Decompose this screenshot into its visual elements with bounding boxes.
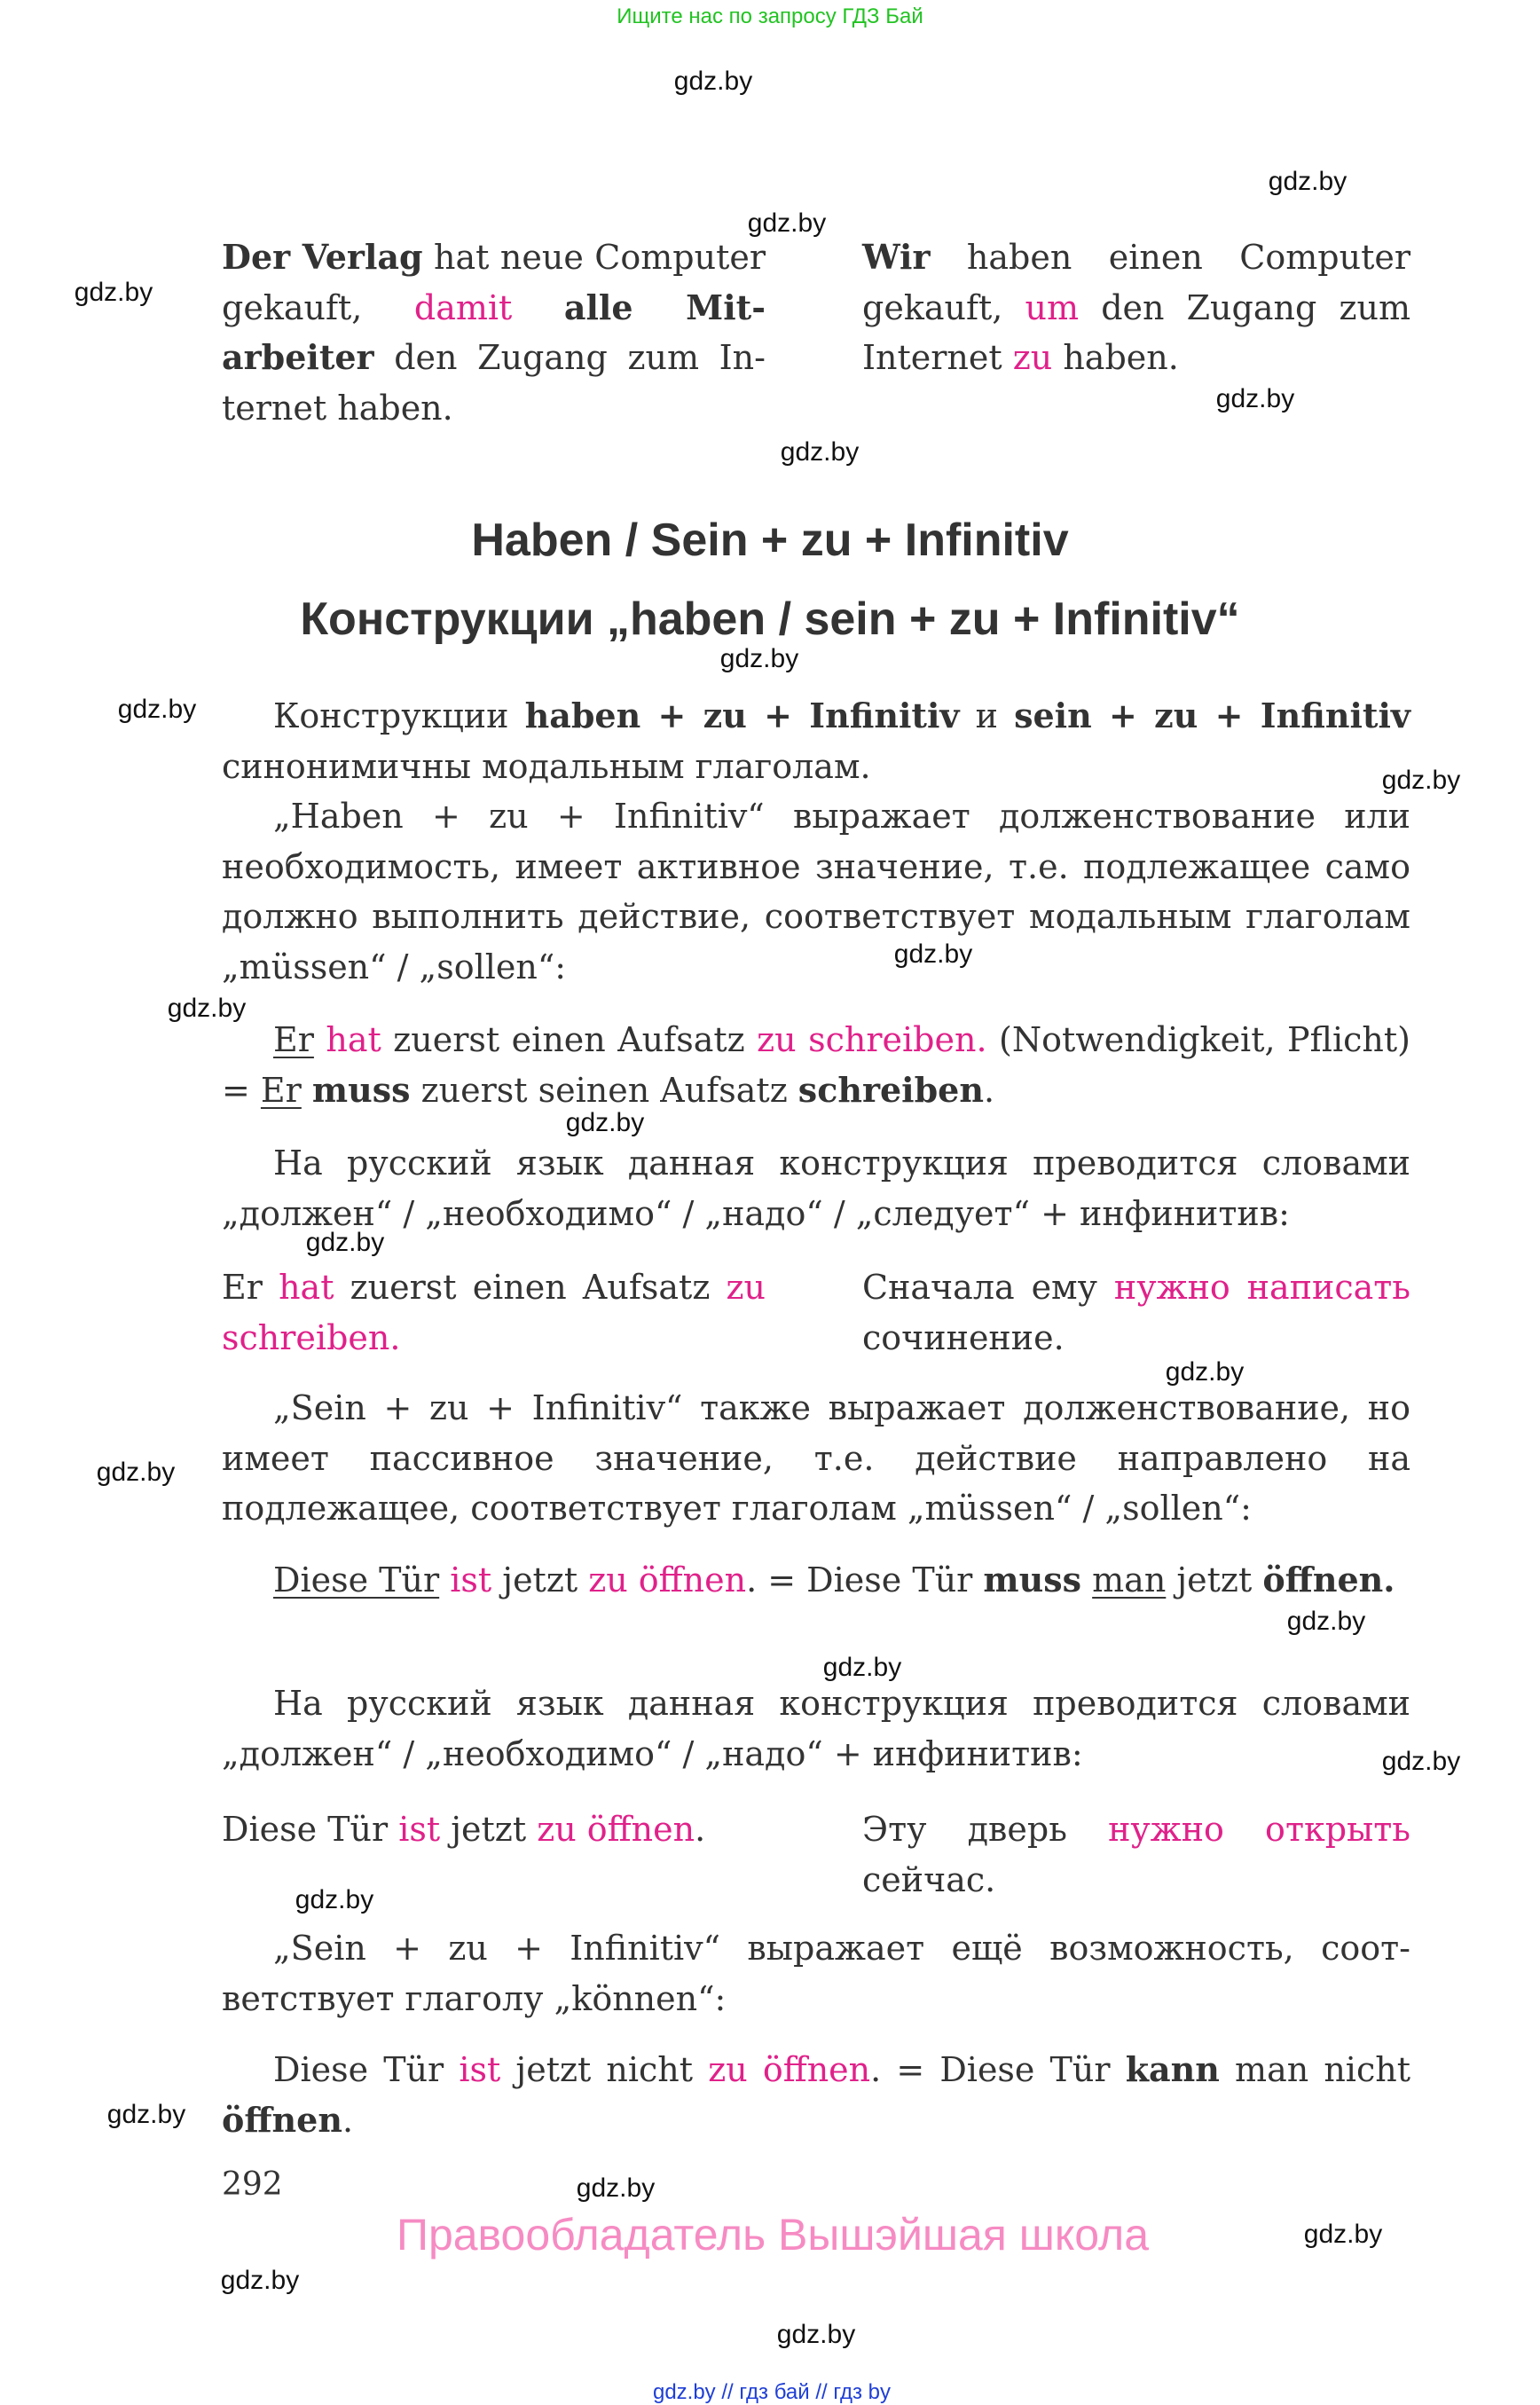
highlighted-term: нужно открыть xyxy=(1108,1810,1410,1849)
example-russian-sein xyxy=(862,1804,1410,1905)
underlined-subject: man xyxy=(1092,1560,1167,1599)
text-run: den Zugang zum Internet haben. xyxy=(222,338,766,428)
example-german-sein xyxy=(222,1804,766,1855)
highlighted-term: damit xyxy=(413,287,513,327)
text-run: den Zugang zum Internet xyxy=(862,287,1410,377)
underlined-subject: Diese Tür xyxy=(273,1560,440,1599)
watermark: gdz.by xyxy=(1381,766,1461,795)
highlighted-term: нужно написать xyxy=(1113,1268,1410,1307)
highlighted-term: ist xyxy=(398,1810,441,1849)
text-run: haben einen Computer gekauft, xyxy=(862,238,1410,327)
text-run: jetzt xyxy=(1166,1560,1263,1599)
watermark: gdz.by xyxy=(1215,384,1295,413)
example-possibility xyxy=(222,2045,1410,2145)
bold-term: Der Verlag xyxy=(222,237,423,277)
text-run: . = Diese Tür xyxy=(870,2050,1126,2089)
paragraph-sein-zu xyxy=(222,1383,1410,1534)
highlighted-term: zu schreiben. xyxy=(222,1268,766,1357)
paragraph-translation-haben xyxy=(222,1138,1410,1238)
paragraph-haben-zu xyxy=(222,791,1410,992)
text-run: zuerst einen Aufsatz xyxy=(381,1020,758,1059)
text-run: синонимичны модальным глаголам. xyxy=(222,746,871,786)
watermark: gdz.by xyxy=(719,644,799,673)
text-run: Diese Tür xyxy=(273,2050,460,2089)
watermark: gdz.by xyxy=(1268,167,1348,196)
intro-right-example xyxy=(862,232,1410,383)
section-subtitle: Конструкции „haben / sein + zu + Infinitiv“ xyxy=(300,593,1240,645)
text-run: man nicht xyxy=(1219,2050,1410,2089)
bold-term: kann xyxy=(1125,2049,1220,2089)
text-run: „Haben + zu + Infinitiv“ выражает долженствование или необходимость, имеет активное значение, т.е. подлежащее само должно выполнить действие, соответствует модальным глаголам „müssen“ / „sollen“: xyxy=(222,797,1410,986)
paragraph-possibility xyxy=(222,1923,1410,2024)
highlighted-term: zu öffnen xyxy=(588,1560,747,1599)
text-run: сейчас. xyxy=(862,1859,996,1899)
watermark: gdz.by xyxy=(893,939,973,969)
example-sein-zu xyxy=(222,1555,1410,1606)
text-run xyxy=(439,1560,450,1599)
bold-term: öffnen. xyxy=(1262,1560,1395,1599)
text-run: На русский язык данная конструкция преводится словами „должен“ / „необходимо“ / „надо“ + инфинитив: xyxy=(222,1684,1410,1773)
text-run: Сначала ему xyxy=(862,1268,1114,1307)
underlined-subject: Er xyxy=(273,1020,314,1059)
text-run: (Notwendigkeit, Pflicht) = xyxy=(222,1020,1410,1110)
text-run: . xyxy=(695,1810,706,1849)
bold-term: sein + zu + Infinitiv xyxy=(1014,696,1410,735)
text-run: jetzt xyxy=(440,1810,538,1849)
paragraph-synonyms xyxy=(222,691,1410,791)
highlighted-term: hat xyxy=(279,1268,334,1307)
text-run: zuerst seinen Aufsatz xyxy=(410,1070,798,1110)
text-run xyxy=(1081,1560,1092,1599)
text-run: jetzt xyxy=(491,1560,589,1599)
text-run: „Sein + zu + Infinitiv“ выражает ещё возможность, соответствует глаголу „können“: xyxy=(222,1929,1410,2018)
watermark: gdz.by xyxy=(1165,1357,1245,1387)
footer-links[interactable]: gdz.by // гдз бай // гдз by xyxy=(652,2380,892,2404)
text-run: haben. xyxy=(1052,338,1179,377)
text-run: . xyxy=(342,2100,354,2140)
watermark: gdz.by xyxy=(822,1653,902,1682)
underlined-subject: Er xyxy=(260,1070,302,1110)
text-run: Конструкции xyxy=(273,696,525,735)
bold-term: muss xyxy=(311,1069,411,1110)
watermark: gdz.by xyxy=(295,1885,374,1914)
text-run: zuerst einen Aufsatz xyxy=(334,1268,727,1307)
paragraph-translation-sein xyxy=(222,1678,1410,1779)
bold-term: alle Mitarbeiter xyxy=(222,287,766,377)
bold-term: muss xyxy=(983,1560,1082,1599)
page-number: 292 xyxy=(222,2166,283,2203)
watermark: gdz.by xyxy=(1286,1607,1366,1636)
text-run: и xyxy=(959,696,1015,735)
text-run xyxy=(302,1071,312,1110)
section-title: Haben / Sein + zu + Infinitiv xyxy=(471,515,1069,566)
search-hint-banner: Ищите нас по запросу ГДЗ Бай xyxy=(617,4,923,28)
highlighted-term: ist xyxy=(450,1560,492,1599)
text-run xyxy=(512,288,564,327)
watermark: gdz.by xyxy=(74,278,153,307)
example-german-haben xyxy=(222,1262,766,1363)
highlighted-term: zu xyxy=(1012,338,1053,377)
highlighted-term: ist xyxy=(459,2050,501,2089)
text-run: „Sein + zu + Infinitiv“ также выражает долженствование, но имеет пассивное значение, т.е. действие направлено на подлежащее, соответствует глаголам „müssen“ / „sollen“: xyxy=(222,1388,1410,1528)
watermark: gdz.by xyxy=(780,437,860,467)
watermark: gdz.by xyxy=(673,67,753,96)
rights-holder-notice: Правообладатель Вышэйшая школа xyxy=(397,2210,1149,2260)
text-run xyxy=(314,1020,326,1059)
highlighted-term: um xyxy=(1025,287,1080,327)
intro-left-example xyxy=(222,232,766,433)
watermark: gdz.by xyxy=(747,208,827,238)
text-run: Diese Tür xyxy=(222,1810,399,1849)
example-russian-haben xyxy=(862,1262,1410,1363)
text-run: Эту дверь xyxy=(862,1810,1109,1849)
text-run: На русский язык данная конструкция преводится словами „должен“ / „необходимо“ / „надо“ / „следует“ + инфинитив: xyxy=(222,1144,1410,1233)
highlighted-term: zu schreiben. xyxy=(757,1020,987,1059)
text-run: hat neue Computer gekauft, xyxy=(222,238,766,327)
text-run: сочинение. xyxy=(862,1317,1065,1357)
bold-term: schreiben xyxy=(798,1069,984,1110)
watermark: gdz.by xyxy=(776,2320,856,2349)
watermark: gdz.by xyxy=(117,695,197,724)
example-haben-zu xyxy=(222,1015,1410,1115)
watermark: gdz.by xyxy=(565,1108,645,1137)
watermark: gdz.by xyxy=(96,1458,176,1487)
highlighted-term: zu öffnen xyxy=(708,2050,871,2089)
watermark: gdz.by xyxy=(1303,2220,1383,2249)
watermark: gdz.by xyxy=(1381,1747,1461,1776)
text-run: Er xyxy=(222,1268,279,1307)
watermark: gdz.by xyxy=(106,2100,186,2129)
bold-term: haben + zu + Infinitiv xyxy=(524,696,960,735)
watermark: gdz.by xyxy=(220,2266,300,2295)
watermark: gdz.by xyxy=(167,994,247,1023)
text-run: jetzt nicht xyxy=(500,2050,709,2089)
bold-term: öffnen xyxy=(222,2099,342,2140)
text-run: . xyxy=(983,1070,995,1110)
bold-term: Wir xyxy=(862,237,931,277)
highlighted-term: zu öffnen xyxy=(537,1810,695,1849)
text-run: . = Diese Tür xyxy=(746,1560,984,1599)
watermark: gdz.by xyxy=(305,1228,385,1257)
highlighted-term: hat xyxy=(326,1020,381,1059)
watermark: gdz.by xyxy=(576,2173,656,2203)
